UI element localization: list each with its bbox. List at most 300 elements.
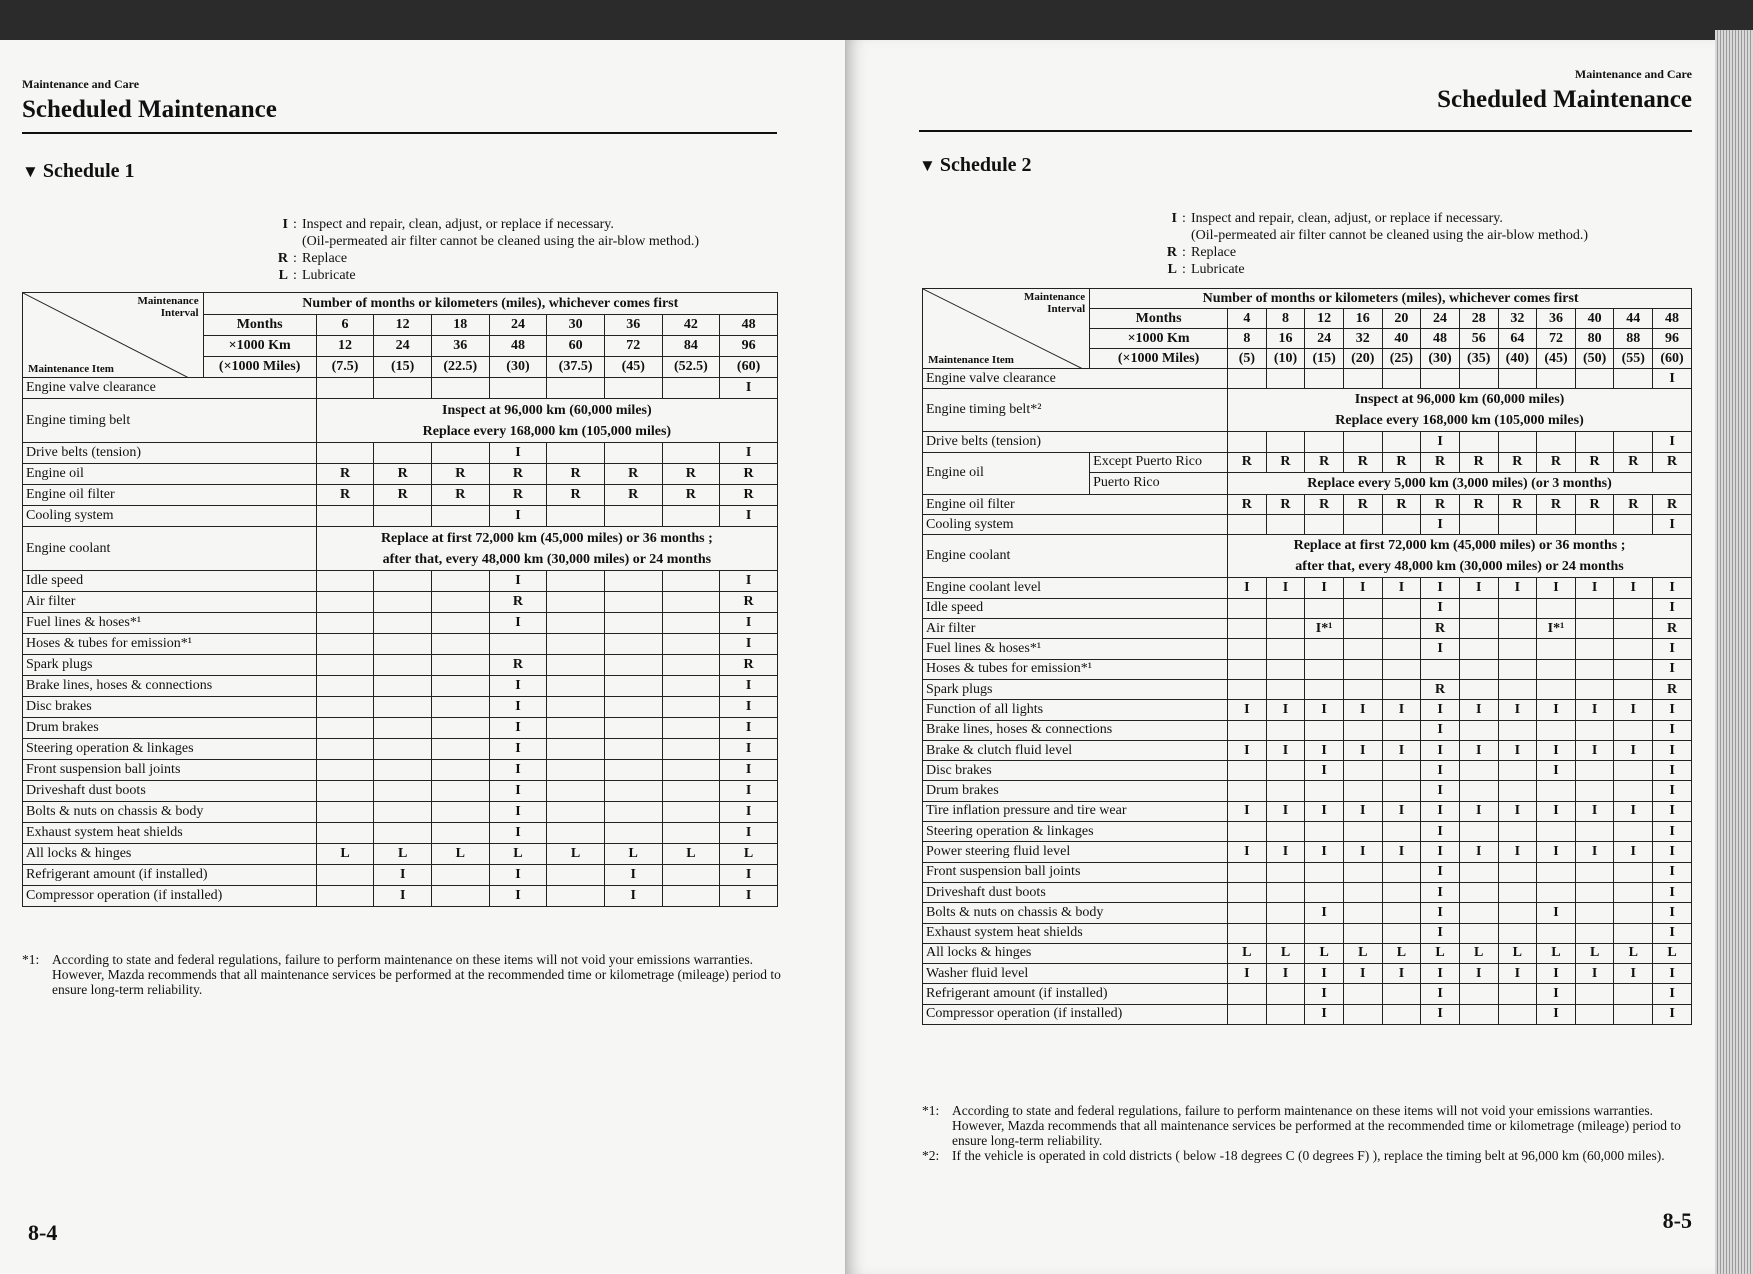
interval-cell: I (720, 697, 778, 718)
interval-cell (1382, 1004, 1421, 1024)
interval-cell (1343, 903, 1382, 923)
interval-cell (547, 781, 605, 802)
interval-cell: I (489, 718, 547, 739)
interval-cell: I (1421, 598, 1460, 618)
km-value: 88 (1614, 329, 1653, 349)
table-row (923, 1004, 1692, 1024)
km-value: 24 (1305, 329, 1344, 349)
interval-note-line: Replace at first 72,000 km (45,000 miles) or 36 months ; (380, 530, 713, 546)
interval-cell: L (720, 844, 778, 865)
interval-cell: I (720, 378, 778, 399)
interval-cell: I (1305, 984, 1344, 1004)
interval-cell: R (1343, 494, 1382, 514)
interval-cell (1614, 903, 1653, 923)
interval-cell: I (1421, 923, 1460, 943)
legend-text: Inspect and repair, clean, adjust, or replace if necessary. (1191, 211, 1503, 226)
interval-cell: I (1575, 964, 1614, 984)
interval-cell (1575, 781, 1614, 801)
interval-cell: I (1343, 801, 1382, 821)
interval-cell: R (316, 485, 374, 506)
interval-cell (1614, 882, 1653, 902)
interval-span-header: Number of months or kilometers (miles), whichever comes first (1090, 289, 1692, 309)
interval-note-line: Replace every 5,000 km (3,000 miles) (or 3 months) (1307, 475, 1612, 491)
interval-cell (1459, 882, 1498, 902)
interval-cell (1382, 369, 1421, 389)
interval-cell: R (1498, 494, 1537, 514)
interval-cell (1498, 984, 1537, 1004)
interval-cell (1498, 781, 1537, 801)
interval-cell: I (1653, 761, 1692, 781)
interval-cell (1266, 862, 1305, 882)
maintenance-item: Front suspension ball joints (23, 760, 317, 781)
interval-cell (547, 506, 605, 527)
interval-cell (1537, 781, 1576, 801)
interval-cell (374, 802, 432, 823)
legend (272, 216, 699, 284)
interval-cell: R (1653, 452, 1692, 472)
interval-cell (1498, 659, 1537, 679)
months-value: 40 (1575, 309, 1614, 329)
interval-cell: I (489, 676, 547, 697)
table-row (923, 923, 1692, 943)
legend-key: L (278, 268, 288, 283)
interval-cell: I (1537, 740, 1576, 760)
interval-cell (1575, 862, 1614, 882)
footnote-key: *1: (22, 952, 40, 967)
interval-cell (1498, 432, 1537, 452)
footnote-row (922, 1148, 1692, 1163)
interval-cell (316, 781, 374, 802)
interval-cell: R (1653, 619, 1692, 639)
table-row (923, 761, 1692, 781)
interval-cell: I (720, 823, 778, 844)
maintenance-table (22, 292, 778, 907)
interval-cell (1575, 598, 1614, 618)
interval-cell: I (1498, 700, 1537, 720)
interval-cell: L (1305, 943, 1344, 963)
interval-cell: I (1653, 578, 1692, 598)
interval-cell (1343, 432, 1382, 452)
interval-note-line: Replace every 168,000 km (105,000 miles) (1335, 413, 1584, 429)
interval-cell (1498, 923, 1537, 943)
interval-cell (1575, 923, 1614, 943)
interval-cell: R (1343, 452, 1382, 472)
interval-cell: L (1343, 943, 1382, 963)
interval-cell: R (1459, 494, 1498, 514)
interval-cell: L (1421, 943, 1460, 963)
interval-cell (662, 676, 720, 697)
interval-cell (662, 760, 720, 781)
interval-cell: I (720, 865, 778, 886)
interval-cell (374, 823, 432, 844)
interval-cell (1459, 1004, 1498, 1024)
interval-cell (1305, 369, 1344, 389)
interval-cell (1575, 369, 1614, 389)
months-value: 30 (547, 315, 605, 336)
interval-cell: I (489, 781, 547, 802)
interval-cell (431, 676, 489, 697)
interval-note-line: Replace at first 72,000 km (45,000 miles) or 36 months ; (1293, 538, 1626, 554)
table-row (923, 781, 1692, 801)
interval-cell: R (489, 655, 547, 676)
legend-text: Replace (1191, 245, 1237, 260)
interval-cell: I (1343, 842, 1382, 862)
interval-cell: I (1421, 700, 1460, 720)
interval-cell: I (1266, 740, 1305, 760)
interval-cell (1498, 903, 1537, 923)
interval-cell: I (1343, 578, 1382, 598)
interval-cell (431, 613, 489, 634)
maintenance-item: Tire inflation pressure and tire wear (923, 801, 1228, 821)
interval-cell: I (720, 718, 778, 739)
interval-cell: R (1575, 452, 1614, 472)
interval-cell (1614, 720, 1653, 740)
interval-cell (547, 655, 605, 676)
maintenance-item: Drive belts (tension) (23, 443, 317, 464)
interval-cell: I (1421, 822, 1460, 842)
maintenance-item: Driveshaft dust boots (23, 781, 317, 802)
interval-cell: I (1382, 700, 1421, 720)
interval-cell (662, 865, 720, 886)
interval-cell (1228, 639, 1267, 659)
interval-cell: I (1653, 882, 1692, 902)
interval-cell: I (1653, 923, 1692, 943)
interval-cell (1382, 659, 1421, 679)
interval-cell (1537, 598, 1576, 618)
maintenance-subitem: Except Puerto Rico (1090, 452, 1228, 472)
interval-cell (1382, 882, 1421, 902)
miles-value: (30) (1421, 349, 1460, 369)
km-value: 16 (1266, 329, 1305, 349)
maintenance-item: Idle speed (923, 598, 1228, 618)
interval-cell: R (547, 485, 605, 506)
km-value: 56 (1459, 329, 1498, 349)
interval-label: Maintenance Interval (1024, 291, 1086, 315)
table-row (923, 659, 1692, 679)
legend-text: Lubricate (1191, 262, 1245, 277)
interval-cell: R (547, 464, 605, 485)
interval-cell (316, 592, 374, 613)
interval-cell (1575, 761, 1614, 781)
interval-cell (316, 718, 374, 739)
interval-cell (547, 676, 605, 697)
interval-cell (1382, 781, 1421, 801)
interval-cell (1343, 619, 1382, 639)
interval-cell: I (1537, 842, 1576, 862)
interval-cell: I (1498, 964, 1537, 984)
interval-cell: R (1498, 452, 1537, 472)
interval-cell (431, 823, 489, 844)
interval-cell (316, 697, 374, 718)
table-row (23, 634, 778, 655)
interval-cell (1537, 369, 1576, 389)
interval-cell (1382, 862, 1421, 882)
header-diagonal-cell (923, 289, 1090, 369)
interval-cell (1343, 679, 1382, 699)
interval-cell (431, 781, 489, 802)
table-row (23, 527, 778, 571)
interval-cell: I (1459, 964, 1498, 984)
interval-cell (374, 760, 432, 781)
interval-cell: R (662, 464, 720, 485)
table-row (923, 740, 1692, 760)
maintenance-item: Fuel lines & hoses*¹ (923, 639, 1228, 659)
interval-cell: I (1575, 801, 1614, 821)
interval-cell (1614, 1004, 1653, 1024)
interval-cell: I (1305, 903, 1344, 923)
interval-cell: I (1614, 740, 1653, 760)
footnote-text: According to state and federal regulations, failure to perform maintenance on these items will not void your emissions warranties. However, Mazda recommends that all maintenance services be performed at the recommended time or kilometrage (mileage) period to ensure long-term reliability. (952, 1103, 1681, 1148)
interval-cell (1575, 639, 1614, 659)
table-row (23, 571, 778, 592)
maintenance-item: Disc brakes (923, 761, 1228, 781)
interval-cell: I (1537, 964, 1576, 984)
miles-value: (15) (1305, 349, 1344, 369)
table-row (23, 739, 778, 760)
interval-cell (604, 378, 662, 399)
table-row (923, 943, 1692, 963)
interval-cell: I (720, 676, 778, 697)
km-value: 8 (1228, 329, 1267, 349)
interval-cell (1266, 781, 1305, 801)
interval-cell: I (1537, 761, 1576, 781)
interval-cell: I (1498, 842, 1537, 862)
interval-cell (604, 802, 662, 823)
interval-cell (1614, 369, 1653, 389)
interval-cell (1228, 598, 1267, 618)
interval-cell: I (1653, 659, 1692, 679)
interval-cell: I (1653, 598, 1692, 618)
interval-cell (1266, 720, 1305, 740)
miles-value: (30) (489, 357, 547, 378)
interval-cell: L (431, 844, 489, 865)
interval-cell (1537, 432, 1576, 452)
interval-note-line: Inspect at 96,000 km (60,000 miles) (1354, 392, 1565, 408)
interval-cell: R (1305, 452, 1344, 472)
maintenance-item: Front suspension ball joints (923, 862, 1228, 882)
months-value: 8 (1266, 309, 1305, 329)
interval-cell (431, 655, 489, 676)
interval-cell: I (489, 886, 547, 907)
interval-cell (1343, 822, 1382, 842)
miles-value: (40) (1498, 349, 1537, 369)
interval-cell: I (1614, 700, 1653, 720)
interval-cell (1614, 619, 1653, 639)
interval-cell: R (431, 464, 489, 485)
interval-cell (316, 739, 374, 760)
interval-cell: I (720, 506, 778, 527)
interval-cell: L (1382, 943, 1421, 963)
interval-cell (662, 506, 720, 527)
interval-cell: R (662, 485, 720, 506)
interval-cell (1459, 781, 1498, 801)
interval-cell: I (1421, 862, 1460, 882)
interval-cell (662, 739, 720, 760)
months-value: 6 (316, 315, 374, 336)
table-row (923, 862, 1692, 882)
interval-cell (662, 571, 720, 592)
interval-cell (1382, 903, 1421, 923)
interval-cell: I*¹ (1305, 619, 1344, 639)
table-row (23, 506, 778, 527)
interval-cell (1382, 598, 1421, 618)
interval-cell (1459, 369, 1498, 389)
legend-row (1161, 244, 1588, 261)
interval-cell (1228, 903, 1267, 923)
interval-cell: I (720, 634, 778, 655)
interval-cell (1614, 923, 1653, 943)
km-value: 48 (1421, 329, 1460, 349)
interval-cell (431, 760, 489, 781)
interval-cell: R (1421, 619, 1460, 639)
interval-cell: L (604, 844, 662, 865)
interval-cell: I (1382, 801, 1421, 821)
interval-cell (662, 697, 720, 718)
interval-cell (662, 613, 720, 634)
interval-cell (1305, 923, 1344, 943)
interval-cell: I (1421, 761, 1460, 781)
interval-cell (604, 739, 662, 760)
interval-cell: L (1498, 943, 1537, 963)
miles-value: (37.5) (547, 357, 605, 378)
legend-colon: : (1182, 211, 1186, 226)
table-row (923, 452, 1692, 472)
legend-key: I (1171, 211, 1177, 226)
interval-note-line: after that, every 48,000 km (30,000 miles) or 24 months (1295, 559, 1624, 575)
interval-cell (1228, 619, 1267, 639)
interval-cell: I (1575, 740, 1614, 760)
interval-cell: R (489, 464, 547, 485)
interval-cell (1305, 822, 1344, 842)
interval-cell (1266, 923, 1305, 943)
interval-cell: R (720, 592, 778, 613)
interval-cell (604, 592, 662, 613)
km-value: 64 (1498, 329, 1537, 349)
footnote-key: *2: (922, 1148, 940, 1163)
interval-cell (1575, 1004, 1614, 1024)
interval-cell: L (1614, 943, 1653, 963)
table-row (23, 399, 778, 443)
interval-cell: I (1266, 964, 1305, 984)
interval-cell (1459, 639, 1498, 659)
table-row (923, 903, 1692, 923)
table-row (23, 592, 778, 613)
interval-cell: I (1653, 369, 1692, 389)
interval-cell (431, 697, 489, 718)
legend-row (272, 216, 699, 233)
table-row (923, 964, 1692, 984)
interval-cell (374, 676, 432, 697)
months-value: 36 (604, 315, 662, 336)
km-value: 96 (720, 336, 778, 357)
interval-cell: I (1421, 515, 1460, 535)
miles-value: (45) (604, 357, 662, 378)
legend-row (1161, 210, 1588, 227)
interval-cell: I (1653, 822, 1692, 842)
interval-cell (1498, 862, 1537, 882)
months-label: Months (203, 315, 316, 336)
interval-cell (662, 802, 720, 823)
interval-cell: I (1305, 801, 1344, 821)
interval-cell (1498, 1004, 1537, 1024)
legend-colon: : (293, 251, 297, 266)
maintenance-item: Engine oil (923, 452, 1090, 494)
interval-cell (547, 718, 605, 739)
interval-cell: R (1653, 679, 1692, 699)
km-value: 40 (1382, 329, 1421, 349)
interval-cell: I (1653, 740, 1692, 760)
interval-cell: I*¹ (1537, 619, 1576, 639)
interval-cell (1575, 882, 1614, 902)
interval-cell (431, 865, 489, 886)
interval-cell (662, 443, 720, 464)
interval-cell: I (489, 865, 547, 886)
maintenance-item: Engine timing belt*² (923, 389, 1228, 432)
interval-cell (662, 634, 720, 655)
interval-cell: I (1228, 578, 1267, 598)
interval-cell: I (1305, 700, 1344, 720)
interval-cell (316, 823, 374, 844)
interval-cell: I (1537, 801, 1576, 821)
interval-cell (316, 886, 374, 907)
interval-cell (1614, 761, 1653, 781)
interval-cell (1575, 679, 1614, 699)
interval-cell: I (720, 613, 778, 634)
interval-cell (547, 443, 605, 464)
interval-cell: L (662, 844, 720, 865)
interval-cell (604, 676, 662, 697)
interval-cell: I (720, 781, 778, 802)
table-row (23, 655, 778, 676)
months-value: 18 (431, 315, 489, 336)
interval-cell (316, 571, 374, 592)
interval-cell: R (720, 464, 778, 485)
interval-cell (1459, 761, 1498, 781)
page-number: 8-4 (28, 1220, 58, 1245)
interval-cell: R (1459, 452, 1498, 472)
interval-cell (1382, 619, 1421, 639)
interval-note (316, 399, 777, 443)
interval-cell (1305, 882, 1344, 902)
interval-cell (1228, 679, 1267, 699)
interval-cell: I (1266, 578, 1305, 598)
interval-cell: I (489, 506, 547, 527)
interval-cell: I (1343, 740, 1382, 760)
km-label: ×1000 Km (203, 336, 316, 357)
interval-cell (1575, 984, 1614, 1004)
months-value: 42 (662, 315, 720, 336)
schedule-title: ▼ Schedule 2 (919, 154, 1032, 176)
interval-cell (1459, 598, 1498, 618)
interval-cell: I (1228, 964, 1267, 984)
interval-cell: I (1421, 842, 1460, 862)
interval-cell: I (1459, 842, 1498, 862)
interval-cell: L (1575, 943, 1614, 963)
interval-cell (547, 613, 605, 634)
interval-cell (1343, 515, 1382, 535)
table-row (923, 882, 1692, 902)
interval-cell: I (1421, 432, 1460, 452)
interval-cell: L (489, 844, 547, 865)
interval-cell: L (1228, 943, 1267, 963)
table-row (923, 842, 1692, 862)
interval-cell (547, 592, 605, 613)
interval-cell: I (1653, 639, 1692, 659)
maintenance-item: Bolts & nuts on chassis & body (23, 802, 317, 823)
interval-cell: R (1266, 494, 1305, 514)
interval-cell: R (489, 592, 547, 613)
interval-cell: R (316, 464, 374, 485)
